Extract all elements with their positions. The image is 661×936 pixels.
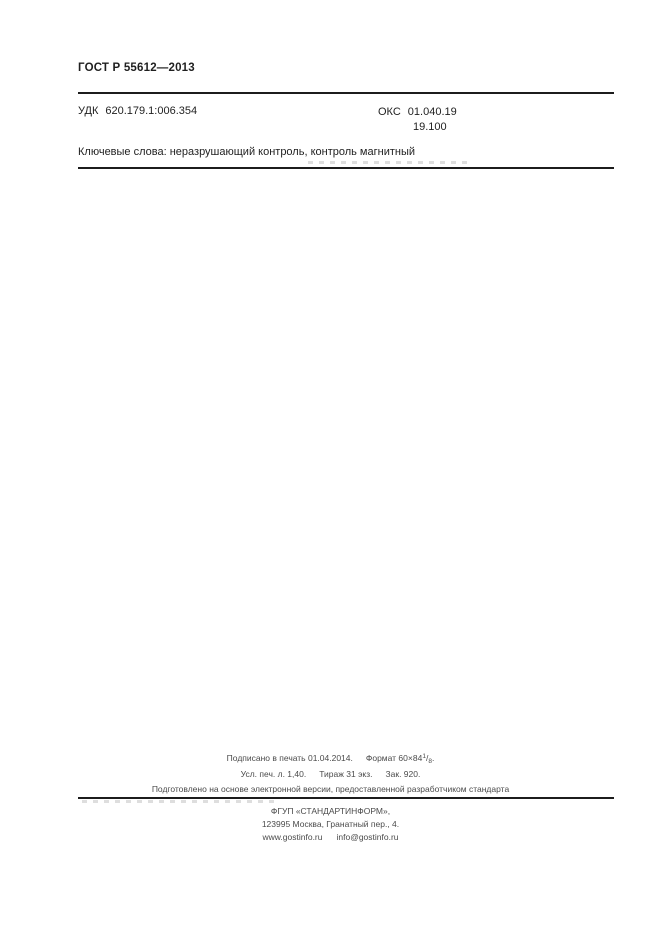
horizontal-rule-bottom [78,797,614,799]
document-number: ГОСТ Р 55612—2013 [78,62,195,74]
prepared-note: Подготовлено на основе электронной версии, предоставленной разработчиком стандарта [151,784,510,794]
publisher-block [0,805,661,844]
udk-label: УДК [78,105,99,117]
scan-artifact [82,800,277,803]
horizontal-rule-keywords [78,167,614,169]
oks-code-1: 01.040.19 [407,106,457,118]
format-fraction-denominator: 8 [428,757,432,765]
publisher-name: ФГУП «СТАНДАРТИНФОРМ», [270,806,391,816]
scan-artifact [308,161,468,164]
imprint-line-2 [0,767,661,782]
format-fraction-slash: / [425,753,429,763]
udk-code: 620.179.1:006.354 [105,105,198,117]
format-period: . [431,753,435,763]
order-number: Зак. 920. [385,769,421,779]
publisher-website: www.gostinfo.ru [262,832,323,842]
imprint-line-1 [0,751,661,767]
conditional-sheets: Усл. печ. л. 1,40. [240,769,307,779]
signed-to-print: Подписано в печать 01.04.2014. [226,753,353,763]
horizontal-rule-top [78,92,614,94]
imprint-block [0,751,661,797]
keywords-line: Ключевые слова: неразрушающий контроль, контроль магнитный [78,146,416,158]
publisher-address: 123995 Москва, Гранатный пер., 4. [261,819,400,829]
udk-classification [78,105,197,117]
publisher-contacts [0,831,661,844]
publisher-email: info@gostinfo.ru [336,832,399,842]
format-fraction-numerator: 1 [422,753,426,760]
format-note: Формат $60\times 84^1/8$. [365,753,435,765]
circulation: Тираж 31 экз. [319,769,373,779]
oks-code-2: 19.100 [413,121,447,133]
oks-classification [378,105,457,135]
oks-label: ОКС [378,106,401,118]
oks-line-1 [378,105,457,120]
